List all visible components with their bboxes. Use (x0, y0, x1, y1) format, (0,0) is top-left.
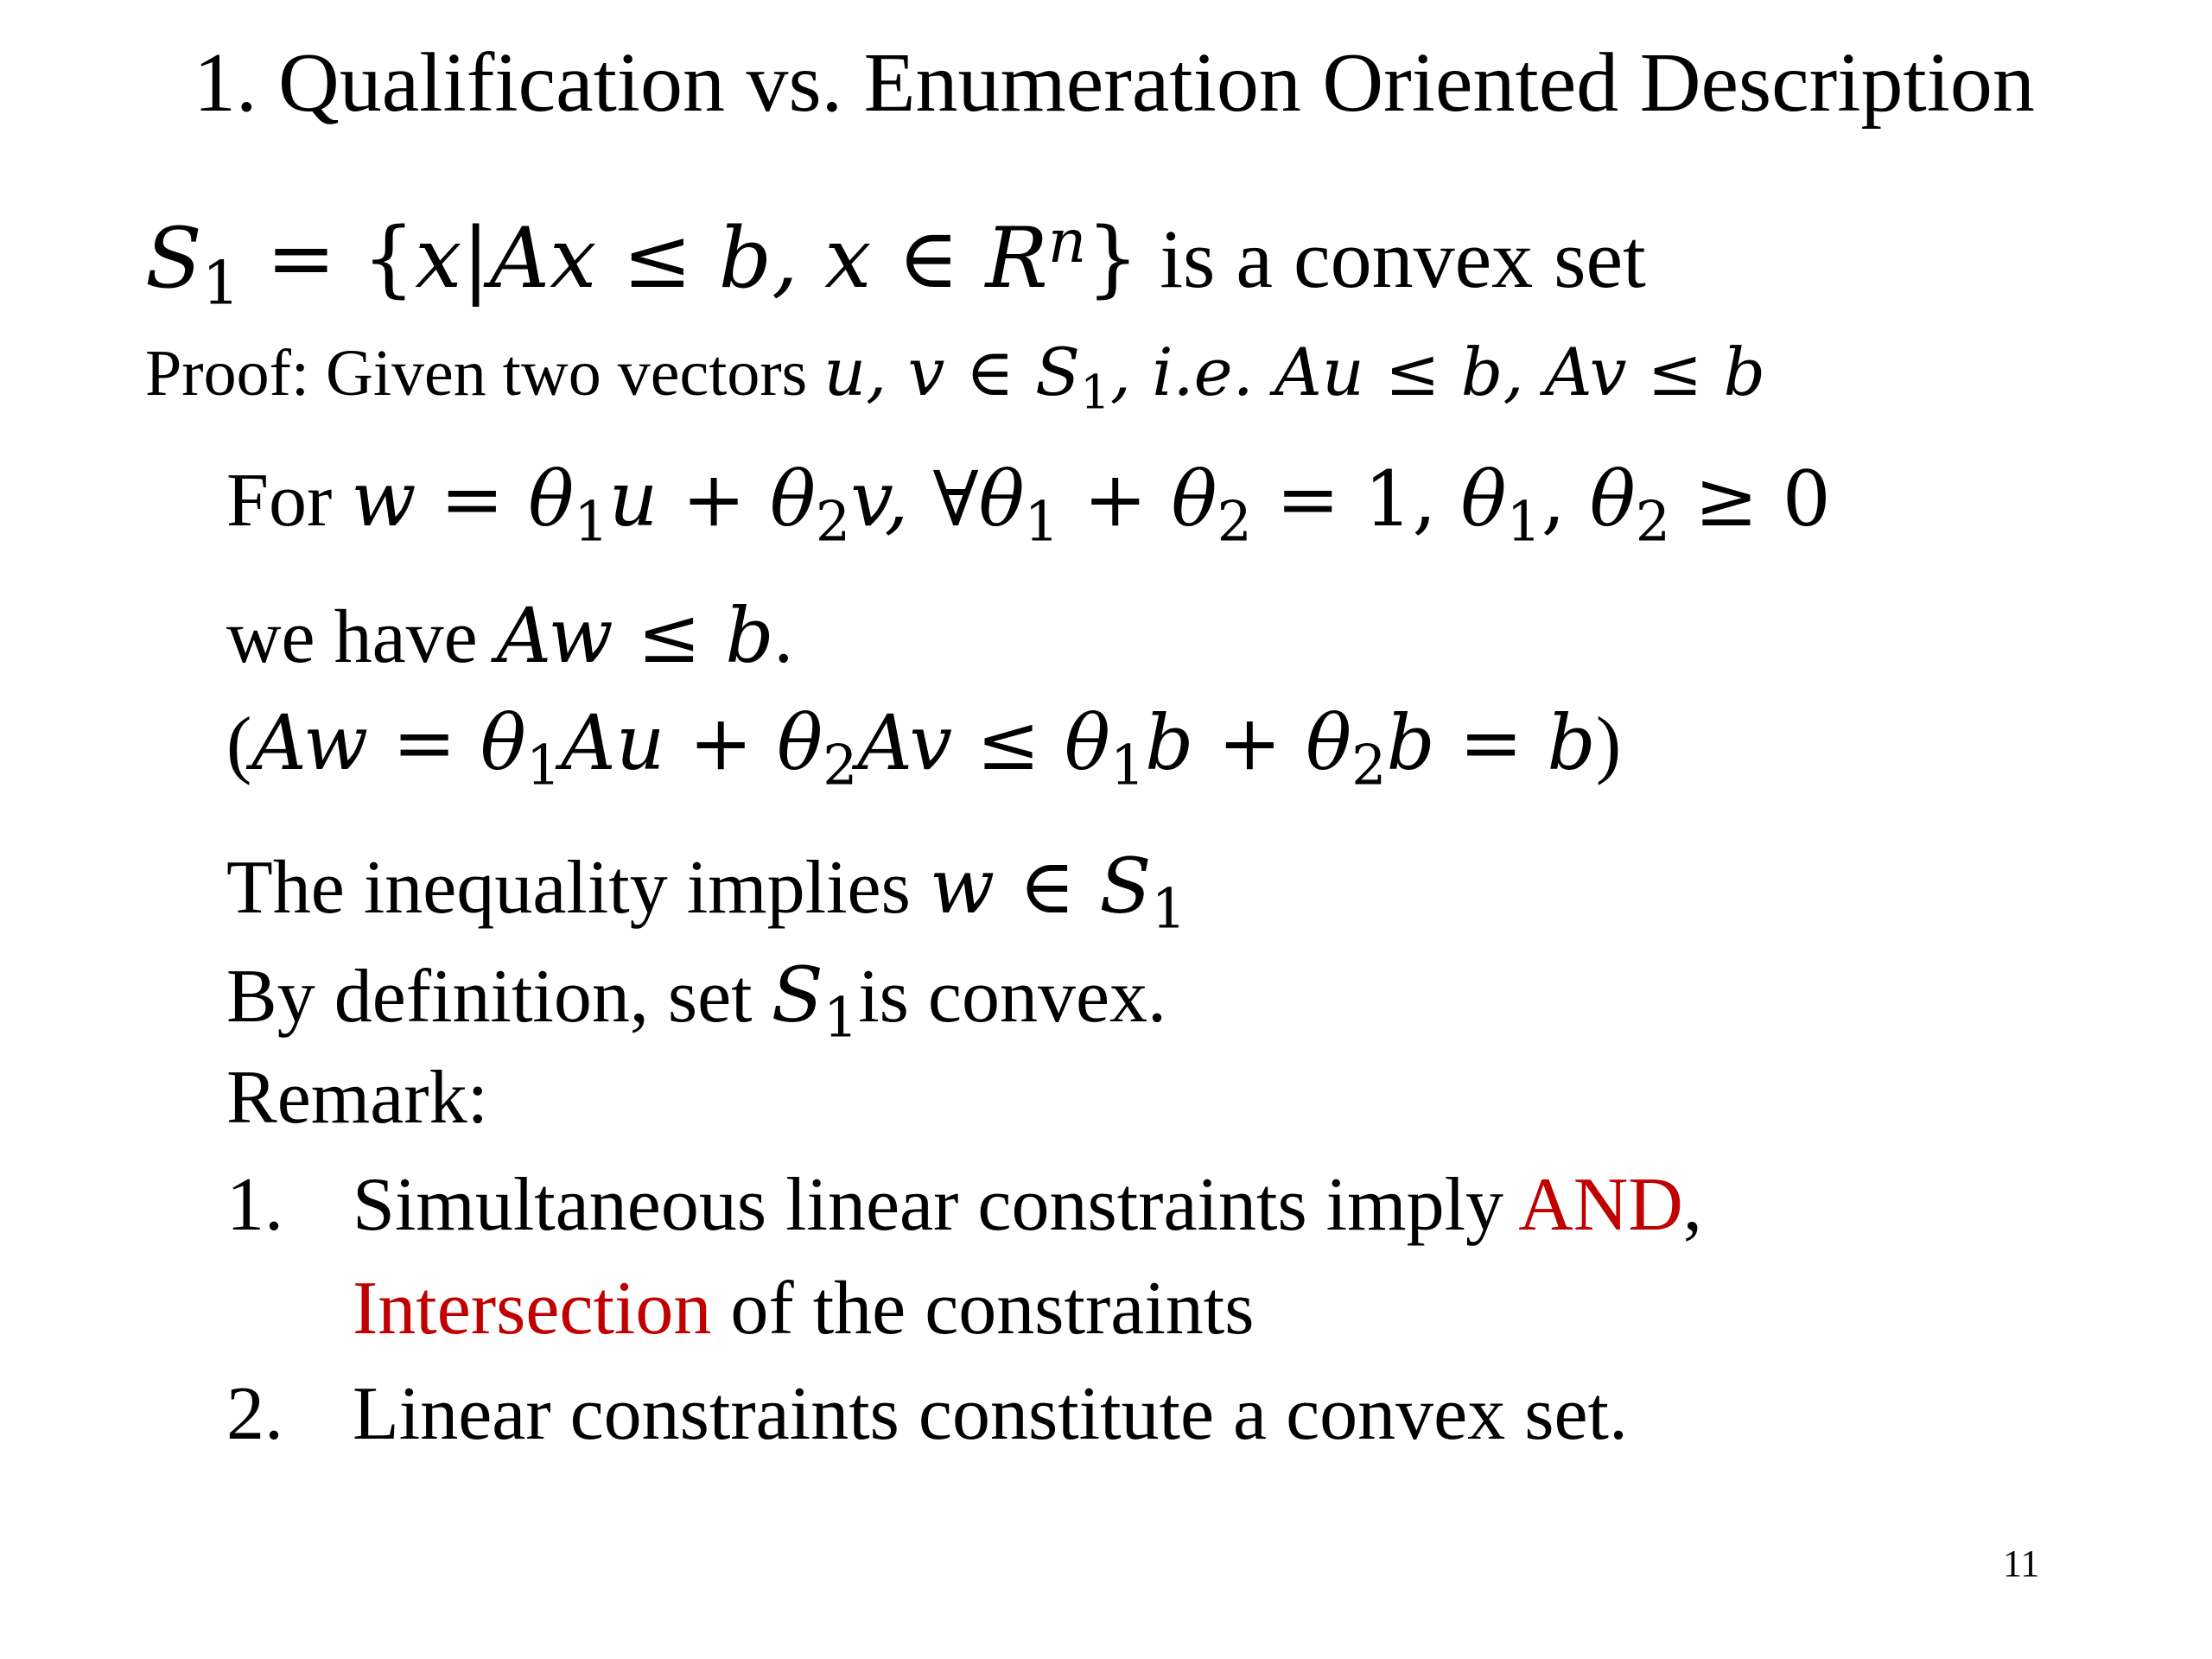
paren-t3: θ (1064, 698, 1110, 787)
for-t3: θ (978, 454, 1025, 543)
proof-leq1: ≤ (1363, 334, 1461, 410)
paren-eq2: = (1434, 698, 1548, 787)
for-s3: 1 (1024, 489, 1059, 554)
def-b: b (718, 210, 772, 308)
paren-b2: b (1386, 698, 1435, 787)
for-comma: , (1541, 454, 1590, 543)
proof-b2: b (1723, 334, 1766, 410)
def-leq: ≤ (596, 210, 719, 308)
list-item-1-line-1 (353, 1161, 1702, 1249)
paren-plus2: + (1193, 698, 1306, 787)
def-comma-x: , x (772, 210, 872, 308)
for-t6: θ (1589, 454, 1636, 543)
paren-open: ( (226, 702, 252, 786)
def-close: } (1086, 210, 1140, 308)
def-in: ∈ (871, 210, 986, 308)
item1-intersection: Intersection (353, 1267, 712, 1351)
implies-sub: 1 (1151, 876, 1186, 941)
def-text: is a convex set (1139, 213, 1646, 306)
def-bar: | (461, 210, 490, 308)
proof-in: ∈ (944, 334, 1035, 410)
proof-leq2: ≤ (1626, 334, 1724, 410)
for-t5: θ (1460, 454, 1507, 543)
have-aw: Aw (496, 591, 613, 680)
paren-s1: 1 (525, 733, 562, 798)
bydef-text: By definition, set (226, 955, 772, 1039)
paren-s4: 2 (1351, 733, 1387, 798)
for-s2: 2 (815, 489, 851, 554)
set-definition (145, 207, 1646, 318)
def-r: R (985, 210, 1048, 308)
bydef-s: S (771, 950, 823, 1039)
item1-and: AND (1518, 1163, 1683, 1247)
paren-au: Au (561, 698, 665, 787)
bydef-line (226, 950, 1166, 1050)
for-t2: θ (769, 454, 816, 543)
proof-b1: b (1460, 334, 1503, 410)
for-eq2: = 1, (1251, 454, 1461, 543)
implies-w: w (929, 842, 995, 931)
proof-line (145, 334, 1765, 419)
for-s1: 1 (574, 489, 609, 554)
paren-t4: θ (1306, 698, 1352, 787)
paren-plus: + (664, 698, 778, 787)
implies-text: The inequality implies (226, 846, 930, 930)
for-plus: + (658, 454, 770, 543)
proof-label: Proof: Given two vectors (145, 337, 824, 410)
proof-av: , Av (1503, 334, 1627, 410)
item1-post: of the constraints (711, 1267, 1255, 1351)
item1-comma: , (1682, 1163, 1702, 1247)
paren-s2: 2 (823, 733, 858, 798)
def-ax: Ax (489, 210, 597, 308)
for-eq: = (416, 454, 529, 543)
paren-line (226, 698, 1621, 798)
slide-title: 1. Qualification vs. Enumeration Oriented Description (194, 36, 2035, 130)
bydef-sub: 1 (823, 985, 859, 1050)
paren-t2: θ (777, 698, 823, 787)
paren-s3: 1 (1109, 733, 1146, 798)
def-set-sub: 1 (201, 249, 240, 319)
def-set-name: S (145, 210, 202, 308)
for-t4: θ (1171, 454, 1217, 543)
proof-uv: u, v (823, 334, 945, 410)
for-s4: 2 (1217, 489, 1252, 554)
list-item-2-number: 2. (226, 1372, 283, 1456)
page-number: 11 (2003, 1542, 2040, 1585)
have-line (226, 591, 793, 681)
def-eq-open: = { (239, 210, 416, 308)
paren-aw: Aw (251, 698, 369, 787)
for-t1: θ (528, 454, 575, 543)
paren-eq: = (368, 698, 480, 787)
paren-av: Av (857, 698, 953, 787)
for-u: u (608, 454, 658, 543)
item1-pre: Simultaneous linear constraints imply (353, 1163, 1519, 1247)
def-x: x (415, 210, 462, 308)
for-w: w (351, 454, 416, 543)
for-word: For (226, 459, 352, 543)
list-item-1-line-2 (353, 1265, 1254, 1352)
for-line (226, 454, 1831, 554)
proof-sub: 1 (1080, 364, 1110, 420)
list-item-2-text: Linear constraints constitute a convex set. (353, 1372, 1628, 1456)
proof-s: S (1034, 334, 1081, 410)
paren-b3: b (1547, 698, 1596, 787)
for-v: v, (850, 454, 933, 543)
for-plus2: + (1058, 454, 1172, 543)
paren-leq: ≤ (952, 698, 1065, 787)
implies-s: S (1099, 842, 1152, 931)
have-leq: ≤ (613, 591, 726, 680)
def-n: n (1047, 207, 1087, 276)
implies-in: ∈ (995, 842, 1100, 931)
for-s6: 2 (1635, 489, 1671, 554)
for-forall: ∀ (932, 454, 979, 543)
for-geq: ≥ 0 (1670, 454, 1831, 543)
paren-b1: b (1145, 698, 1194, 787)
have-text: we have (226, 595, 497, 679)
bydef-rest: is convex. (858, 955, 1167, 1039)
for-s5: 1 (1506, 489, 1541, 554)
have-b: b (725, 591, 774, 680)
list-item-1-number: 1. (226, 1163, 283, 1247)
remark-heading: Remark: (226, 1056, 489, 1140)
paren-close: ) (1595, 702, 1622, 786)
have-dot: . (773, 595, 793, 679)
proof-ie: , i.e. Au (1109, 334, 1364, 410)
implies-line (226, 842, 1186, 941)
paren-t1: θ (480, 698, 526, 787)
